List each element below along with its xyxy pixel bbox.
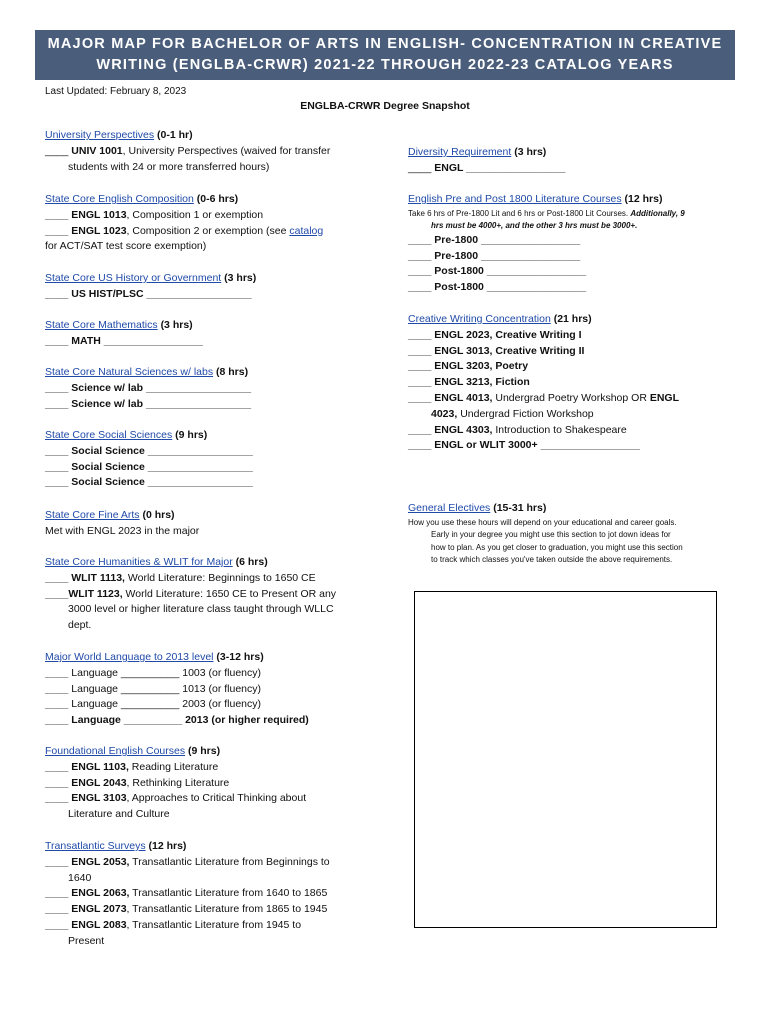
section-mathematics: State Core Mathematics (3 hrs) ____ MATH _________________ [45, 319, 204, 347]
section-link[interactable]: Foundational English Courses [45, 745, 186, 757]
section-link[interactable]: State Core Fine Arts [45, 509, 140, 521]
section-world-language: Major World Language to 2013 level (3-12 hrs) ____ Language __________ 1003 (or fluency) ____ Language __________ 1013 (or fluency) ____ Language __________ 2003 (or fluency) ____ Language __________ 2013 (or higher required) [45, 651, 309, 727]
section-link[interactable]: Transatlantic Surveys [45, 840, 146, 852]
section-fine-arts: State Core Fine Arts (0 hrs) Met with ENGL 2023 in the major [45, 509, 200, 537]
last-updated: Last Updated: February 8, 2023 [45, 86, 187, 97]
title-line-1: MAJOR MAP FOR BACHELOR OF ARTS IN ENGLISH- CONCENTRATION IN CREATIVE [47, 36, 723, 52]
section-diversity: Diversity Requirement (3 hrs) ____ ENGL _________________ [408, 146, 566, 174]
section-link[interactable]: State Core Mathematics [45, 319, 158, 331]
section-humanities-wlit: State Core Humanities & WLIT for Major (6 hrs) ____ WLIT 1113, World Literature: Beginnings to 1650 CE ____WLIT 1123, World Literature: 1650 CE to Present OR any 3000 level or higher literature class taught through WLLC dept. [45, 556, 337, 632]
section-english-composition: State Core English Composition (0-6 hrs) ____ ENGL 1013, Composition 1 or exemption ____ ENGL 1023, Composition 2 or exemption (see catalog for ACT/SAT test score exemption) [45, 193, 324, 253]
section-link[interactable]: University Perspectives [45, 129, 155, 141]
section-foundational-english: Foundational English Courses (9 hrs) ____ ENGL 1103, Reading Literature ____ ENGL 2043, Rethinking Literature ____ ENGL 3103, Approaches to Critical Thinking about Literature and Culture [45, 745, 307, 821]
section-pre-post-1800: English Pre and Post 1800 Literature Courses (12 hrs) Take 6 hrs of Pre-1800 Lit and 6 hrs or Post-1800 Lit Courses. Additionally, 9 hrs must be 4000+, and the other 3 hrs must be 3000+. ____ Pre-1800 _________________ ____ Pre-1800 _________________ ____ Post-1800 _________________ ____ Post-1800 _________________ [408, 193, 685, 294]
section-link[interactable]: Diversity Requirement [408, 146, 512, 158]
title-line-2: WRITING (ENGLBA-CRWR) 2021-22 THROUGH 2022-23 CATALOG YEARS [96, 57, 674, 73]
section-link[interactable]: Major World Language to 2013 level [45, 651, 214, 663]
section-university-perspectives: University Perspectives (0-1 hr) ____ UNIV 1001, University Perspectives (waived for transfer students with 24 or more transferred hours) [45, 129, 331, 173]
section-link[interactable]: State Core Natural Sciences w/ labs [45, 366, 214, 378]
section-link[interactable]: General Electives [408, 502, 491, 514]
section-link[interactable]: Creative Writing Concentration [408, 313, 551, 325]
title-banner [35, 30, 735, 80]
section-general-electives: General Electives (15-31 hrs) How you use these hours will depend on your educational and career goals. Early in your degree you might use this section to jot down ideas for how to plan. As you get closer to graduation, you might use this section to track which classes you've taken outside the above requirements. [408, 502, 683, 565]
section-transatlantic-surveys: Transatlantic Surveys (12 hrs) ____ ENGL 2053, Transatlantic Literature from Beginnings to 1640 ____ ENGL 2063, Transatlantic Literature from 1640 to 1865 ____ ENGL 2073, Transatlantic Literature from 1865 to 1945 ____ ENGL 2083, Transatlantic Literature from 1945 to Present [45, 840, 330, 947]
electives-notes-box[interactable] [414, 591, 717, 928]
section-natural-sciences: State Core Natural Sciences w/ labs (8 hrs) ____ Science w/ lab __________________ ____ Science w/ lab __________________ [45, 366, 252, 410]
section-creative-writing: Creative Writing Concentration (21 hrs) ____ ENGL 2023, Creative Writing I ____ ENGL 3013, Creative Writing II ____ ENGL 3203, Poetry ____ ENGL 3213, Fiction ____ ENGL 4013, Undergrad Poetry Workshop OR ENGL 4023, Undergrad Fiction Workshop ____ ENGL 4303, Introduction to Shakespeare ____ ENGL or WLIT 3000+ _________________ [408, 313, 679, 452]
section-social-sciences: State Core Social Sciences (9 hrs) ____ Social Science __________________ ____ Social Science __________________ ____ Social Science __________________ [45, 429, 253, 489]
section-link[interactable]: State Core English Composition [45, 193, 194, 205]
section-us-history: State Core US History or Government (3 hrs) ____ US HIST/PLSC __________________ [45, 272, 257, 300]
section-link[interactable]: State Core Social Sciences [45, 429, 173, 441]
catalog-link[interactable]: catalog [289, 224, 324, 237]
section-link[interactable]: State Core Humanities & WLIT for Major [45, 556, 233, 568]
snapshot-title: ENGLBA-CRWR Degree Snapshot [300, 100, 470, 112]
section-link[interactable]: State Core US History or Government [45, 272, 222, 284]
section-link[interactable]: English Pre and Post 1800 Literature Courses [408, 193, 622, 205]
